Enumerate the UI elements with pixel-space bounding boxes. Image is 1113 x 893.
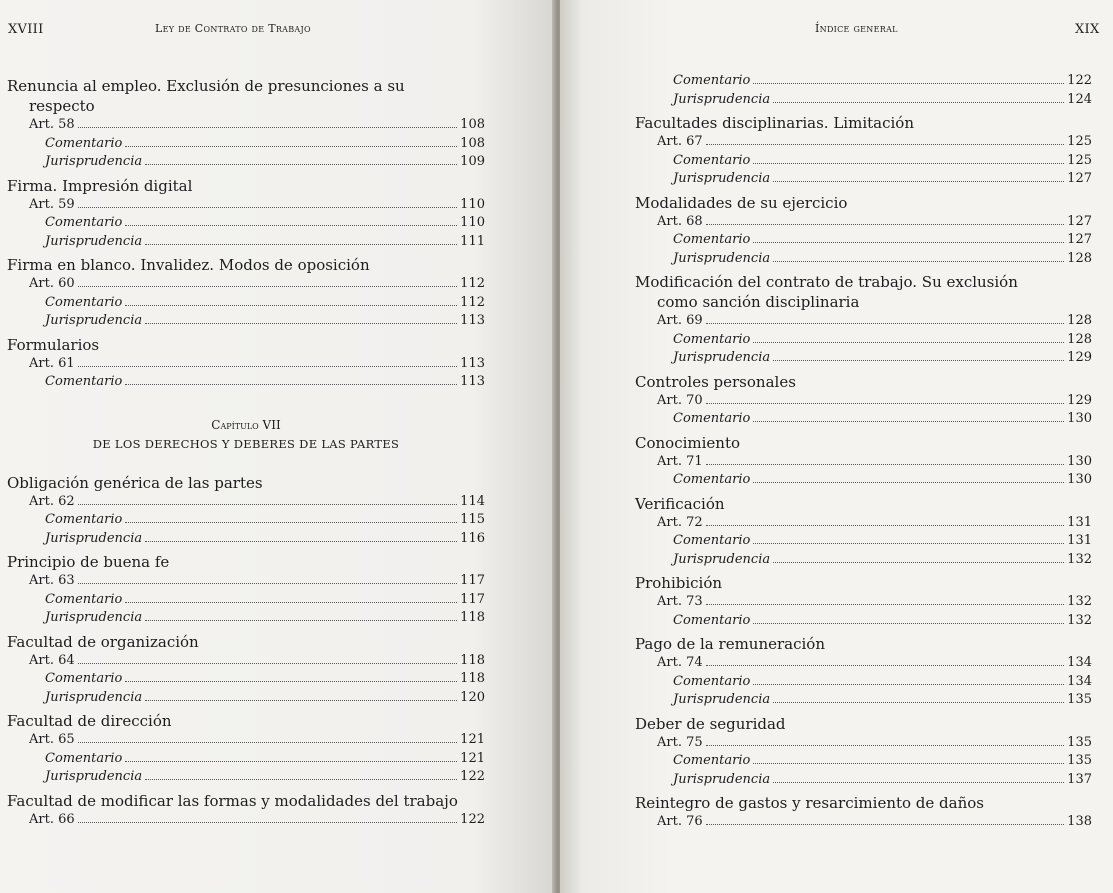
toc-entry-comentario: Comentario 117 [45,591,485,607]
toc-section [7,552,485,628]
toc-section [635,573,1092,630]
toc-entry-article: Art. 71 130 [657,453,1092,469]
toc-entry-article: Art. 72 131 [657,514,1092,530]
toc-entry-jurisprudencia: Jurisprudencia 118 [45,610,485,625]
toc-section [635,372,1092,429]
section-title: Facultad de dirección [7,712,172,730]
section-title: Facultad de organización [7,632,199,651]
toc-entry-comentario: Comentario 127 [673,232,1092,247]
section-title: Formularios [7,335,100,354]
toc-section [7,335,485,392]
section-title: Conocimiento [635,433,741,452]
toc-section [7,76,485,172]
left-toc [7,72,485,829]
toc-entry-article: Art. 73 132 [657,594,1092,609]
toc-entry-article: Art. 63 117 [29,573,485,588]
toc-entry-comentario: Comentario 108 [45,135,485,151]
toc-section [635,634,1092,710]
section-title: Principio de buena fe [7,553,170,571]
toc-entry-comentario: Comentario 112 [45,294,485,310]
section-title: Controles personales [635,372,796,391]
toc-section [7,176,485,252]
section-title: Modalidades de su ejercicio [635,193,848,212]
toc-section [635,793,1092,832]
toc-entry-jurisprudencia: Jurisprudencia 124 [673,91,1092,107]
toc-entry-jurisprudencia: Jurisprudencia 109 [45,154,485,169]
section-title: Prohibición [635,574,723,592]
toc-entry-comentario: Comentario 115 [45,512,485,527]
toc-entry-comentario: Comentario 132 [673,612,1092,628]
toc-entry-article: Art. 66 122 [29,811,485,827]
toc-entry-jurisprudencia: Jurisprudencia 111 [45,233,485,249]
right-toc [635,72,1092,832]
toc-entry-jurisprudencia: Jurisprudencia 113 [45,313,485,328]
toc-entry-comentario: Comentario 135 [673,753,1092,768]
toc-entry-comentario: Comentario 121 [45,750,485,766]
toc-entry-article: Art. 69 128 [657,313,1092,328]
toc-section [635,272,1092,368]
toc-entry-article: Art. 75 135 [657,734,1092,750]
section-title: Facultad de modificar las formas y modalidades del trabajo [7,791,458,810]
toc-section [635,714,1092,790]
left-page-number: XVIII [8,22,44,37]
toc-entry-article: Art. 64 118 [29,652,485,668]
left-page [0,0,556,893]
toc-section [7,632,485,708]
toc-entry-comentario: Comentario 122 [673,73,1092,88]
section-title: Modificación del contrato de trabajo. Su exclusión como sanción disciplinaria [635,273,1018,311]
right-sections [635,113,1092,832]
toc-entry-jurisprudencia: Jurisprudencia 135 [673,692,1092,707]
toc-entry-comentario: Comentario 118 [45,671,485,686]
section-title: Reintegro de gastos y resarcimiento de daños [635,794,984,812]
section-title: Renuncia al empleo. Exclusión de presunciones a su respecto [7,77,405,115]
toc-entry-jurisprudencia: Jurisprudencia 132 [673,551,1092,567]
toc-entry-comentario: Comentario 130 [673,411,1092,426]
toc-entry-article: Art. 61 113 [29,355,485,371]
toc-entry-comentario: Comentario 110 [45,215,485,230]
toc-section [635,494,1092,570]
toc-entry-comentario: Comentario 131 [673,533,1092,548]
toc-section [635,433,1092,490]
toc-entry-comentario: Comentario 128 [673,331,1092,347]
toc-entry-comentario: Comentario 113 [45,374,485,389]
chapter-label: Capítulo VII [211,417,281,432]
section-title: Firma. Impresión digital [7,176,193,195]
toc-section [7,711,485,787]
left-sections-after [7,473,485,830]
section-title: Deber de seguridad [635,714,786,733]
toc-entry-article: Art. 60 112 [29,276,485,291]
right-running-title: Índice general [815,22,898,35]
toc-entry-jurisprudencia: Jurisprudencia 129 [673,350,1092,365]
toc-entry-article: Art. 74 134 [657,655,1092,670]
toc-entry-jurisprudencia: Jurisprudencia 116 [45,530,485,546]
toc-entry-article: Art. 59 110 [29,196,485,212]
toc-entry-article: Art. 67 125 [657,134,1092,149]
right-page-number: XIX [1075,22,1100,37]
section-title: Obligación genérica de las partes [7,473,263,492]
toc-entry-article: Art. 58 108 [29,117,485,132]
left-sections-before [7,76,485,392]
toc-section [7,255,485,331]
toc-entry-jurisprudencia: Jurisprudencia 122 [45,769,485,784]
toc-entry-jurisprudencia: Jurisprudencia 120 [45,689,485,705]
toc-entry-article: Art. 65 121 [29,732,485,747]
section-title: Firma en blanco. Invalidez. Modos de oposición [7,256,370,274]
chapter-title: DE LOS DERECHOS Y DEBERES DE LAS PARTES [92,436,400,451]
toc-entry-article: Art. 76 138 [657,814,1092,829]
toc-entry-article: Art. 68 127 [657,213,1092,229]
toc-entry-comentario: Comentario 125 [673,152,1092,168]
left-running-title: Ley de Contrato de Trabajo [155,22,311,35]
toc-entry-comentario: Comentario 130 [673,472,1092,487]
section-title: Pago de la remuneración [635,635,825,653]
section-title: Verificación [635,494,725,513]
right-page [560,0,1113,893]
toc-entry-jurisprudencia: Jurisprudencia 128 [673,250,1092,266]
toc-entry-article: Art. 62 114 [29,493,485,509]
toc-entry-article: Art. 70 129 [657,392,1092,408]
chapter-heading [7,418,485,451]
section-title: Facultades disciplinarias. Limitación [635,114,914,132]
toc-entry-comentario: Comentario 134 [673,673,1092,689]
toc-section [7,791,485,830]
toc-entry-jurisprudencia: Jurisprudencia 137 [673,771,1092,787]
toc-section [7,473,485,549]
toc-section [635,113,1092,189]
toc-section [635,193,1092,269]
toc-entry-jurisprudencia: Jurisprudencia 127 [673,171,1092,186]
